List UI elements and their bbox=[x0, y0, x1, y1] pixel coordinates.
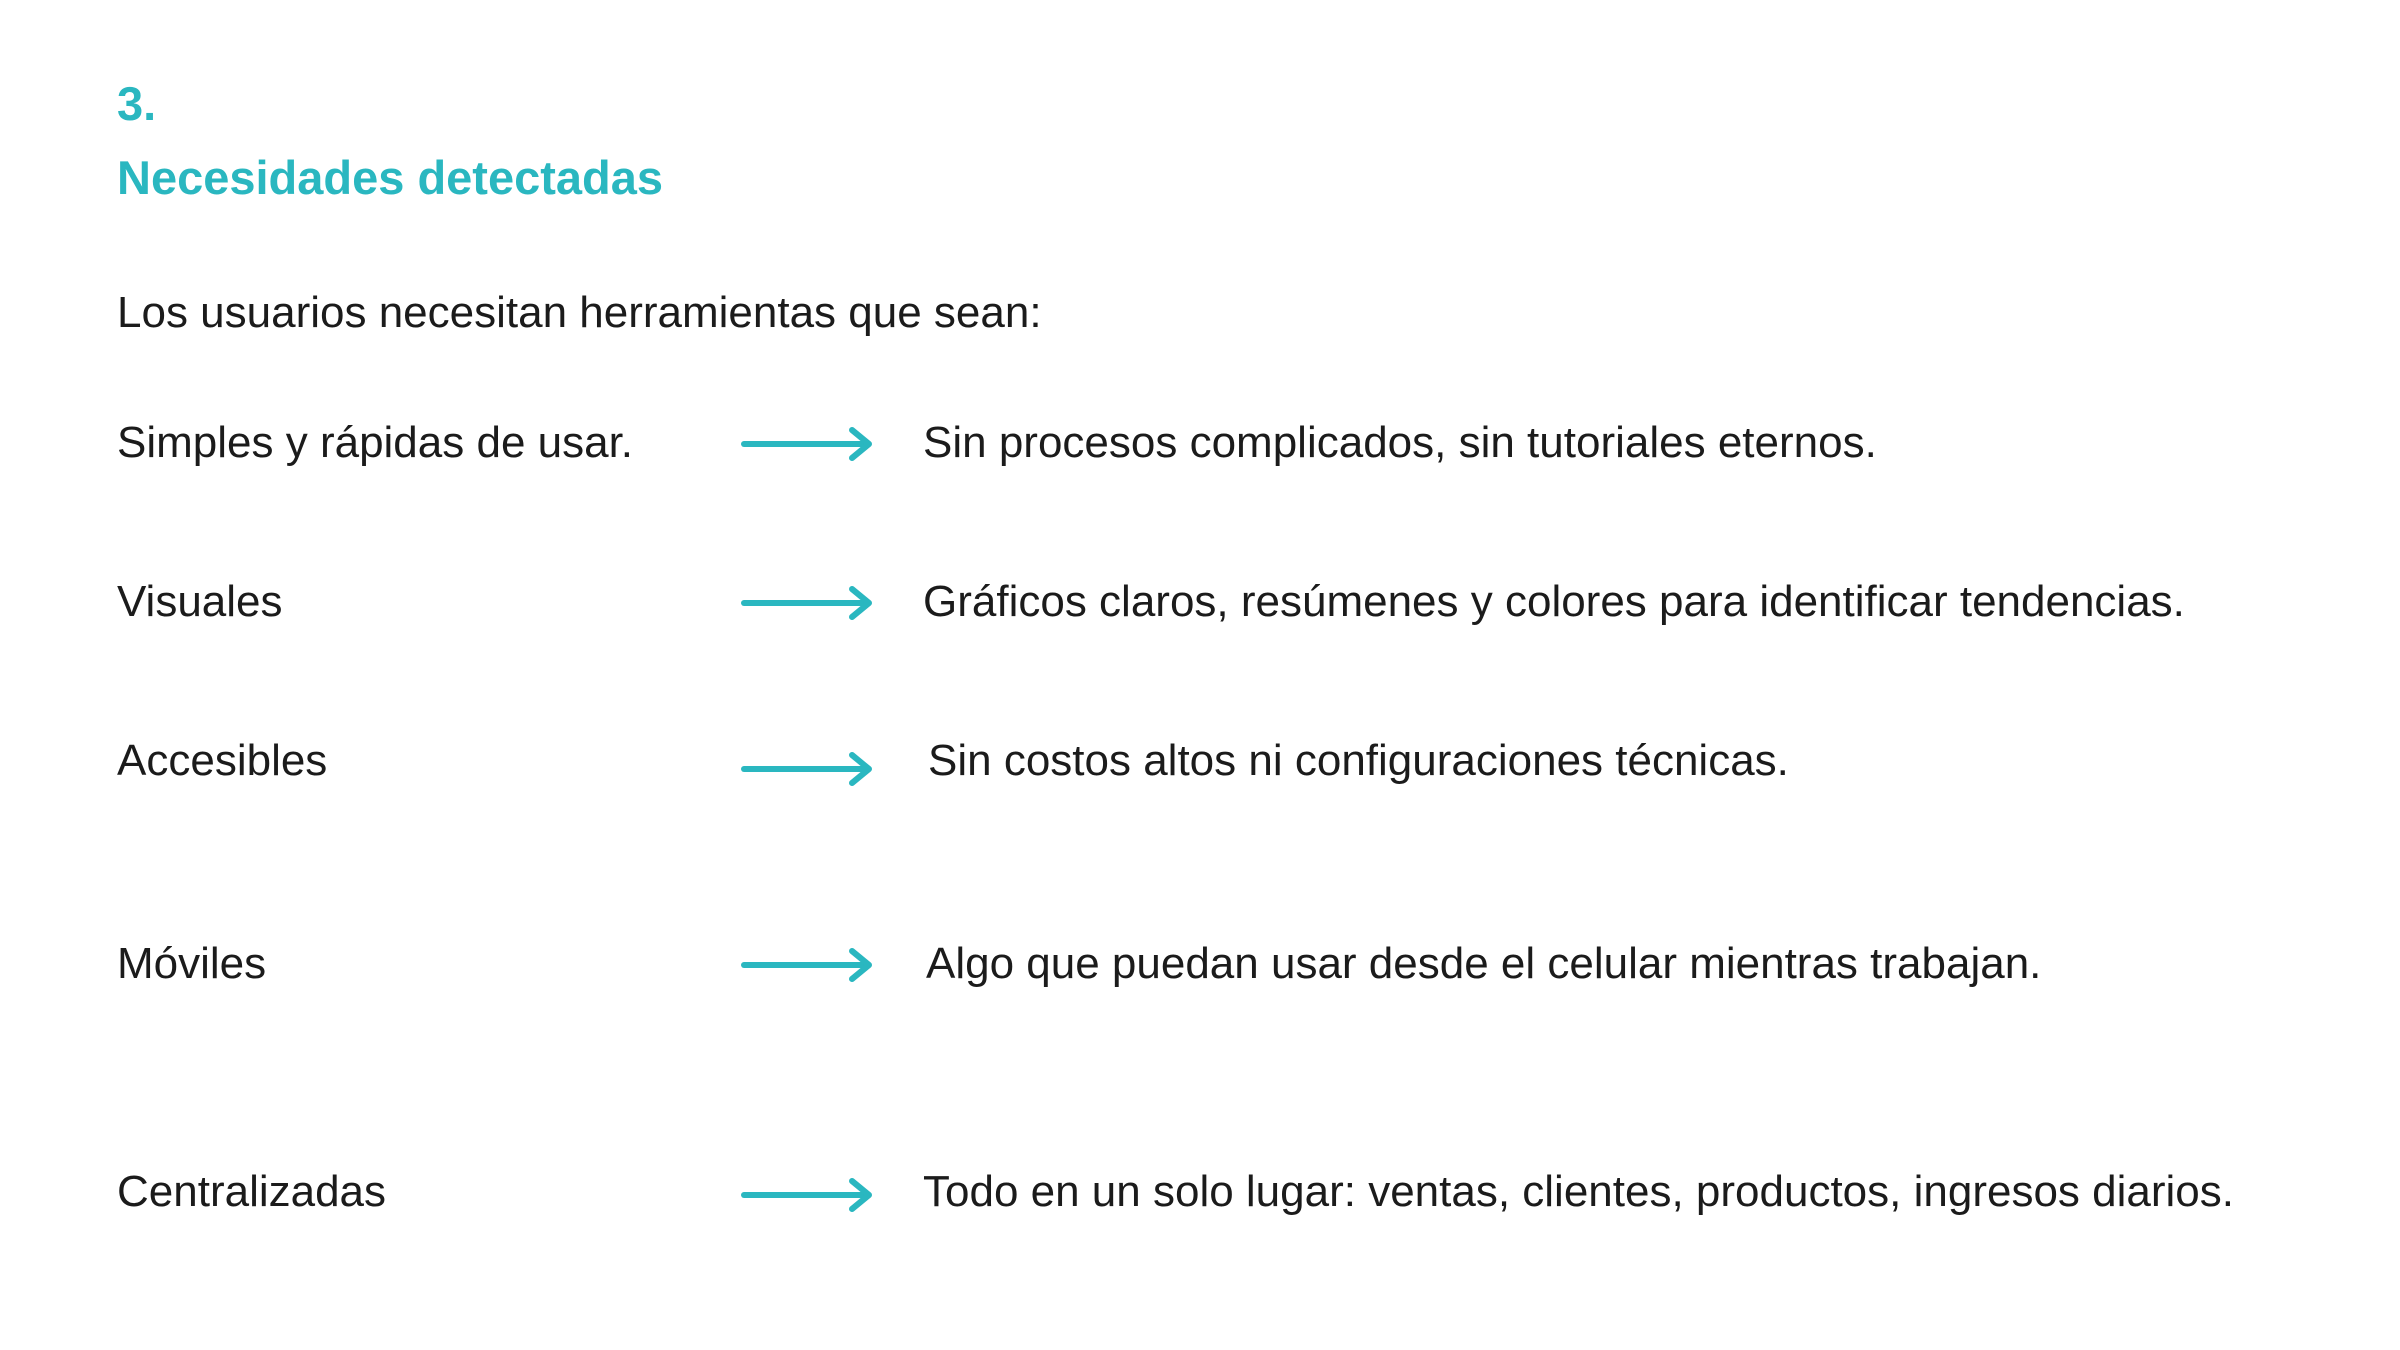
right-arrow-icon bbox=[740, 424, 876, 464]
need-desc-moviles: Algo que puedan usar desde el celular mientras trabajan. bbox=[926, 939, 2042, 988]
need-desc-visuales: Gráficos claros, resúmenes y colores para identificar tendencias. bbox=[923, 577, 2185, 626]
need-label-moviles: Móviles bbox=[117, 939, 267, 988]
need-label-visuales: Visuales bbox=[117, 577, 283, 626]
need-label-centralizadas: Centralizadas bbox=[117, 1167, 387, 1216]
need-label-accesibles: Accesibles bbox=[117, 736, 328, 785]
need-desc-accesibles: Sin costos altos ni configuraciones técnicas. bbox=[928, 736, 1789, 785]
need-label-simples: Simples y rápidas de usar. bbox=[117, 418, 634, 467]
section-number: 3. bbox=[117, 77, 157, 130]
need-desc-simples: Sin procesos complicados, sin tutoriales eternos. bbox=[923, 418, 1877, 467]
right-arrow-icon bbox=[740, 1175, 876, 1215]
right-arrow-icon bbox=[740, 945, 876, 985]
need-desc-centralizadas: Todo en un solo lugar: ventas, clientes, productos, ingresos diarios. bbox=[923, 1167, 2234, 1216]
right-arrow-icon bbox=[740, 749, 876, 789]
section-title: Necesidades detectadas bbox=[117, 151, 664, 204]
intro-text: Los usuarios necesitan herramientas que sean: bbox=[117, 288, 1042, 337]
right-arrow-icon bbox=[740, 583, 876, 623]
